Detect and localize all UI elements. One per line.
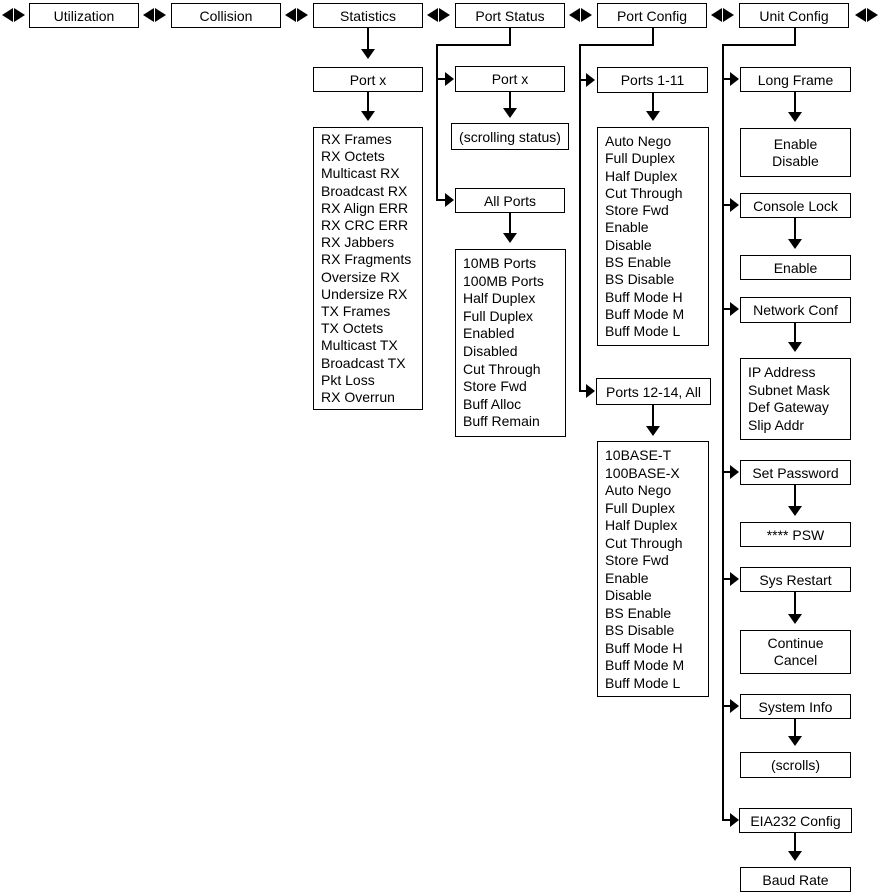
- all-ports-list-item: Cut Through: [463, 360, 541, 377]
- sys-restart-options-box: [740, 630, 851, 674]
- port-config-list-item: Cut Through: [605, 184, 683, 201]
- all-ports-list: [455, 249, 566, 437]
- port-config-list-item: BS Disable: [605, 622, 675, 638]
- left-right-arrows: [143, 8, 167, 22]
- port-config-list-item: Store Fwd: [605, 552, 669, 568]
- left-right-arrows: [2, 8, 26, 22]
- left-arrow-icon: [855, 8, 866, 22]
- port-config-list-item: 10BASE-T: [605, 447, 672, 463]
- menu-item-utilization: Utilization: [29, 3, 139, 28]
- menu-item-port-config: Port Config: [597, 3, 707, 28]
- port-status-port-box: Port x: [455, 66, 565, 92]
- network-conf-list-item: Subnet Mask: [748, 381, 830, 398]
- all-ports-list-item: 100MB Ports: [463, 272, 544, 289]
- all-ports-list-item: Buff Alloc: [463, 395, 522, 412]
- statistics-list-item: Pkt Loss: [321, 371, 375, 388]
- ports-12-14-box: Ports 12-14, All: [596, 378, 711, 405]
- left-right-arrows: [569, 8, 593, 22]
- network-conf-list-item: Def Gateway: [748, 399, 829, 416]
- statistics-list-item: TX Frames: [321, 303, 391, 320]
- ports-12-14-options-list: [597, 441, 709, 697]
- statistics-list-item: Broadcast RX: [321, 182, 408, 199]
- port-config-list-item: Auto Nego: [605, 133, 672, 149]
- ports-1-11-options-list: [597, 127, 709, 346]
- left-arrow-icon: [569, 8, 580, 22]
- all-ports-list-item: Buff Remain: [463, 413, 540, 430]
- port-config-list-item: Store Fwd: [605, 202, 669, 219]
- left-arrow-icon: [285, 8, 296, 22]
- all-ports-list-item: Enabled: [463, 325, 515, 342]
- port-config-list-item: BS Disable: [605, 271, 675, 288]
- long-frame-options-box: [740, 128, 851, 177]
- right-arrow-icon: [581, 8, 592, 22]
- port-config-list-item: Cut Through: [605, 534, 683, 551]
- statistics-list-item: Oversize RX: [321, 268, 400, 285]
- baud-rate-box: Baud Rate: [740, 867, 851, 892]
- set-password-box: Set Password: [740, 460, 851, 485]
- statistics-list-item: Broadcast TX: [321, 354, 406, 371]
- statistics-list: [313, 127, 423, 410]
- network-conf-list-item: Slip Addr: [748, 416, 805, 433]
- option-item: Cancel: [773, 652, 818, 668]
- port-config-list-item: Half Duplex: [605, 167, 678, 184]
- port-config-list-item: Full Duplex: [605, 499, 676, 516]
- network-conf-list-item: IP Address: [748, 364, 816, 380]
- port-config-list-item: Buff Mode M: [605, 305, 685, 322]
- scrolls-box: (scrolls): [740, 752, 851, 778]
- all-ports-list-item: Full Duplex: [463, 307, 534, 324]
- port-config-list-item: Buff Mode L: [605, 323, 681, 340]
- option-item: Disable: [772, 152, 819, 169]
- menu-item-collision: Collision: [171, 3, 281, 28]
- left-arrow-icon: [2, 8, 13, 22]
- statistics-list-item: RX Octets: [321, 148, 385, 165]
- menu-item-port-status: Port Status: [455, 3, 565, 28]
- all-ports-list-item: Store Fwd: [463, 378, 527, 395]
- ports-1-11-box: Ports 1-11: [597, 67, 708, 93]
- left-arrow-icon: [427, 8, 438, 22]
- password-display-box: **** PSW: [740, 522, 851, 547]
- statistics-port-box: Port x: [313, 67, 423, 92]
- statistics-list-item: Undersize RX: [321, 285, 408, 302]
- port-config-list-item: BS Enable: [605, 254, 672, 271]
- port-config-list-item: Full Duplex: [605, 150, 676, 167]
- menu-item-statistics: Statistics: [313, 3, 423, 28]
- right-arrow-icon: [439, 8, 450, 22]
- console-lock-enable-box: Enable: [740, 255, 851, 280]
- statistics-list-item: Multicast RX: [321, 165, 400, 182]
- all-ports-list-item: Disabled: [463, 342, 518, 359]
- port-config-list-item: Buff Mode L: [605, 674, 681, 691]
- port-config-list-item: Enable: [605, 219, 649, 236]
- all-ports-list-item: Half Duplex: [463, 290, 536, 307]
- statistics-list-item: RX Align ERR: [321, 199, 409, 216]
- left-arrow-icon: [143, 8, 154, 22]
- port-config-list-item: Buff Mode H: [605, 288, 683, 305]
- network-conf-box: Network Conf: [740, 297, 851, 323]
- port-config-list-item: Disable: [605, 236, 652, 253]
- left-right-arrows: [855, 8, 879, 22]
- port-config-list-item: Half Duplex: [605, 517, 678, 533]
- statistics-list-item: RX Frames: [321, 131, 392, 147]
- port-config-list-item: Enable: [605, 569, 649, 586]
- statistics-list-item: RX Overrun: [321, 389, 395, 406]
- left-right-arrows: [427, 8, 451, 22]
- left-arrow-icon: [711, 8, 722, 22]
- sys-restart-box: Sys Restart: [740, 567, 851, 592]
- right-arrow-icon: [14, 8, 25, 22]
- menu-item-unit-config: Unit Config: [739, 3, 849, 28]
- all-ports-list-item: 10MB Ports: [463, 255, 537, 271]
- port-config-list-item: Auto Nego: [605, 482, 672, 498]
- statistics-list-item: RX CRC ERR: [321, 217, 409, 234]
- left-right-arrows: [711, 8, 735, 22]
- all-ports-box: All Ports: [455, 188, 565, 213]
- network-conf-list: [740, 358, 851, 440]
- system-info-box: System Info: [740, 694, 851, 719]
- statistics-list-item: RX Fragments: [321, 251, 412, 268]
- port-config-list-item: 100BASE-X: [605, 464, 680, 481]
- port-config-list-item: Disable: [605, 587, 652, 603]
- right-arrow-icon: [297, 8, 308, 22]
- right-arrow-icon: [723, 8, 734, 22]
- console-lock-box: Console Lock: [740, 193, 851, 218]
- eia232-config-box: EIA232 Config: [739, 808, 852, 833]
- option-item: Enable: [773, 135, 818, 152]
- statistics-list-item: TX Octets: [321, 320, 384, 337]
- statistics-list-item: Multicast TX: [321, 337, 398, 354]
- scrolling-status-box: (scrolling status): [451, 123, 569, 150]
- long-frame-box: Long Frame: [740, 67, 851, 92]
- port-config-list-item: BS Enable: [605, 604, 672, 621]
- option-item: Continue: [767, 635, 824, 651]
- right-arrow-icon: [155, 8, 166, 22]
- statistics-list-item: RX Jabbers: [321, 234, 395, 251]
- left-right-arrows: [285, 8, 309, 22]
- port-config-list-item: Buff Mode H: [605, 639, 683, 656]
- port-config-list-item: Buff Mode M: [605, 657, 685, 673]
- right-arrow-icon: [867, 8, 878, 22]
